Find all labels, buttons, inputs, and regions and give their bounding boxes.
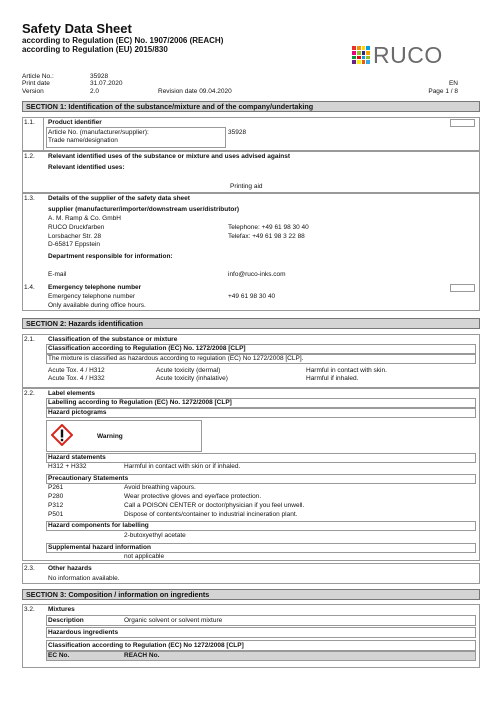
hazard-code-2: Acute Tox. 4 / H332 xyxy=(48,375,105,382)
empty-cell xyxy=(450,284,475,292)
document-subtitle-eu: according to Regulation (EU) 2015/830 xyxy=(22,45,168,54)
ruco-logo xyxy=(352,44,472,66)
document-meta xyxy=(22,73,480,95)
label-elements-heading: Label elements xyxy=(48,390,95,397)
document-subtitle-reach: according to Regulation (EC) No. 1907/2006 (REACH) xyxy=(22,36,224,45)
precaution-code-2: P280 xyxy=(48,493,64,500)
document-header xyxy=(22,22,223,54)
product-identifier-heading: Product identifier xyxy=(48,119,102,126)
hazard-statements-heading: Hazard statements xyxy=(48,454,106,461)
ruco-logo-text: RUCO xyxy=(373,42,443,68)
precaution-code-3: P312 xyxy=(48,502,64,509)
company-street: Lorsbacher Str. 28 xyxy=(48,233,102,240)
precaution-text-3: Call a POISON CENTER or doctor/physician if you feel unwell. xyxy=(124,502,305,509)
office-hours-note: Only available during office hours. xyxy=(48,302,146,309)
supplemental-heading: Supplemental hazard information xyxy=(48,544,151,551)
precaution-code-4: P501 xyxy=(48,511,64,518)
precaution-text-2: Wear protective gloves and eye/face protection. xyxy=(124,493,262,500)
emergency-heading: Emergency telephone number xyxy=(48,284,142,291)
article-no-value: 35928 xyxy=(90,73,109,80)
hazardous-ingredients-heading: Hazardous ingredients xyxy=(48,629,119,636)
company-name: A. M. Ramp & Co. GmbH xyxy=(48,215,121,222)
hazard-name-1: Acute toxicity (dermal) xyxy=(156,367,221,374)
section-2-1-number: 2.1. xyxy=(24,336,35,343)
precaution-text-1: Avoid breathing vapours. xyxy=(124,484,196,491)
reach-no-column-header: REACH No. xyxy=(124,652,160,659)
precaution-code-1: P261 xyxy=(48,484,64,491)
section-1-3-number: 1.3. xyxy=(24,195,35,202)
hazard-code-1: Acute Tox. 4 / H312 xyxy=(48,367,105,374)
ec-no-column-header: EC No. xyxy=(48,652,70,659)
company-telephone: Telephone: +49 61 98 30 40 xyxy=(228,224,309,231)
section-2-header: SECTION 2: Hazards identification xyxy=(22,318,480,329)
mixture-classified-text: The mixture is classified as hazardous according to regulation (EC) No 1272/2008 [CLP]. xyxy=(48,355,304,362)
company-city: D-65817 Eppstein xyxy=(48,241,101,248)
print-date-value: 31.07.2020 xyxy=(90,80,123,88)
hazard-statement-code: H312 + H332 xyxy=(48,463,87,470)
language-code: EN xyxy=(448,80,458,88)
signal-word-warning: Warning xyxy=(97,433,123,440)
clp-heading: Classification according to Regulation (EC) No. 1272/2008 [CLP] xyxy=(48,345,246,352)
hazard-name-2: Acute toxicity (inhalative) xyxy=(156,375,228,382)
email-value: info@ruco-inks.com xyxy=(228,271,286,278)
section-2-3-number: 2.3. xyxy=(24,565,35,572)
description-row xyxy=(46,615,476,626)
section-1-4-number: 1.4. xyxy=(24,284,35,291)
components-heading: Hazard components for labelling xyxy=(48,522,149,529)
document-title: Safety Data Sheet xyxy=(22,21,132,36)
department-heading: Department responsible for information: xyxy=(48,253,173,260)
version-value: 2.0 xyxy=(90,87,100,95)
hazard-effect-1: Harmful in contact with skin. xyxy=(306,367,387,374)
hazard-effect-2: Harmful if inhaled. xyxy=(306,375,359,382)
revision-date: Revision date 09.04.2020 xyxy=(158,87,232,95)
precautionary-heading: Precautionary Statements xyxy=(48,475,129,482)
description-value: Organic solvent or solvent mixture xyxy=(124,617,223,624)
description-label: Description xyxy=(48,617,84,624)
hazard-statements-row xyxy=(46,453,476,463)
pictograms-heading: Hazard pictograms xyxy=(48,409,107,416)
clp-ingredients-heading: Classification according to Regulation (EC) No 1272/2008 [CLP] xyxy=(48,642,244,649)
article-no-manufacturer-value: 35928 xyxy=(228,129,247,136)
article-no-label: Article No.: xyxy=(22,73,54,80)
precaution-text-4: Dispose of contents/container to industrial incineration plant. xyxy=(124,511,298,518)
trade-name-label: Trade name/designation xyxy=(48,137,118,144)
labelling-heading: Labelling according to Regulation (EC) No. 1272/2008 [CLP] xyxy=(48,399,232,406)
printing-aid-value: Printing aid xyxy=(230,183,263,190)
section-2-2-number: 2.2. xyxy=(24,390,35,397)
section-1-1-number: 1.1. xyxy=(24,119,35,126)
relevant-uses-heading: Relevant identified uses of the substance or mixture and uses advised against xyxy=(48,153,291,160)
empty-cell xyxy=(450,119,475,127)
section-1-header: SECTION 1: Identification of the substance/mixture and of the company/undertaking xyxy=(22,101,480,112)
emergency-phone-value: +49 61 98 30 40 xyxy=(228,293,276,300)
print-date-label: Print date xyxy=(22,80,50,88)
section-3-header: SECTION 3: Composition / information on ingredients xyxy=(22,589,480,600)
section-1-2-number: 1.2. xyxy=(24,153,35,160)
hazard-statement-text: Harmful in contact with skin or if inhaled. xyxy=(124,463,241,470)
company-telefax: Telefax: +49 61 98 3 22 88 xyxy=(228,233,305,240)
article-no-manufacturer-label: Article No. (manufacturer/supplier): xyxy=(48,129,149,136)
pictograms-row xyxy=(46,408,476,418)
version-label: Version xyxy=(22,87,44,95)
section-3-2-number: 3.2. xyxy=(24,606,35,613)
company-brand: RUCO Druckfarben xyxy=(48,224,105,231)
supplemental-value: not applicable xyxy=(124,553,165,560)
other-hazards-heading: Other hazards xyxy=(48,565,92,572)
other-hazards-value: No information available. xyxy=(48,575,120,582)
component-value: 2-butoxyethyl acetate xyxy=(124,532,186,539)
mixtures-heading: Mixtures xyxy=(48,606,75,613)
classification-heading: Classification of the substance or mixture xyxy=(48,336,178,343)
supplier-details-heading: Details of the supplier of the safety data sheet xyxy=(48,195,190,202)
supplier-subheading: supplier (manufacturer/importer/downstream user/distributor) xyxy=(48,206,240,213)
ruco-logo-mark xyxy=(352,46,370,64)
relevant-uses-label: Relevant identified uses: xyxy=(48,164,125,171)
email-label: E-mail xyxy=(48,271,67,278)
emergency-phone-label: Emergency telephone number xyxy=(48,293,136,300)
ingredients-table-header xyxy=(46,651,476,661)
page-number: Page 1 / 8 xyxy=(428,87,458,95)
exclamation-hazard-icon xyxy=(51,424,73,446)
